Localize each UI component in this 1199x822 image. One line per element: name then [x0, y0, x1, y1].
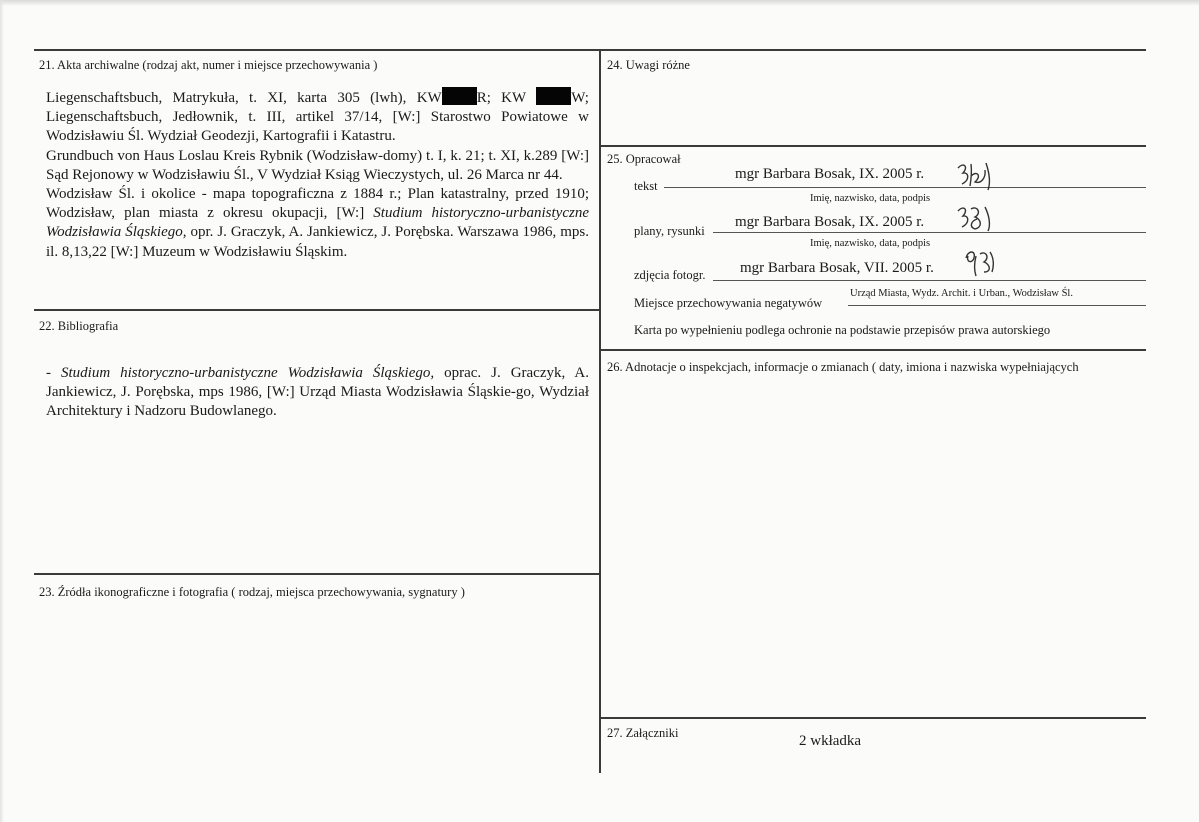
bibliography-title: Studium historyczno-urbanistyczne Wodzisławia Śląskiego,: [60, 365, 435, 381]
rule-24-25: [601, 145, 1146, 147]
archive-p3-title: Studium historyczno-urbanistyczne Wodzisławia Śląskiego,: [46, 205, 589, 241]
photos-label: zdjęcia fotogr.: [634, 268, 706, 282]
archive-p3-text-a: Wodzisław Śl. i okolice - mapa topograficzna z 1884 r.; Plan katastralny, przed 1910; Wodzisław, plan miasta z okresu okupacji, [W:]: [46, 186, 589, 222]
copyright-note: Karta po wypełnieniu podlega ochronie na podstawie przepisów prawa autorskiego: [634, 323, 1051, 337]
archive-p1-text-d: Liegenschaftsbuch, Jedłownik, t. III, artikel 37/14, [W:] Starostwo Powiatowe w Wodzisławiu Śl. Wydział Geodezji, Kartografii i Katastru.: [46, 109, 589, 145]
rule-22-23: [34, 573, 600, 575]
plans-label: plany, rysunki: [634, 224, 705, 238]
top-rule: [34, 49, 1146, 51]
section-26-title: 26. Adnotacje o inspekcjach, informacje o zmianach ( daty, imiona i nazwiska wypełniających: [607, 360, 1079, 374]
bibliography-details: oprac. J. Graczyk, A. Jankiewicz, J. Porębska, mps 1986, [W:] Urząd Miasta Wodzisławia Śląskie-go, Wydział Architektury i Nadzoru Budowlanego.: [46, 365, 589, 420]
signature-text: [955, 160, 997, 192]
archive-p1-text-c: W;: [571, 90, 589, 106]
archive-p3-text-c: opr. J. Graczyk, A. Jankiewicz, J. Porębska. Warszawa 1986, mps. il. 8,13,22 [W:] Muzeum w Wodzisławiu Śląskim.: [46, 224, 589, 260]
bibliography-text: [46, 364, 589, 422]
redaction-box: [536, 87, 571, 105]
archive-paragraph-2: Grundbuch von Haus Loslau Kreis Rybnik (Wodzisław-domy) t. I, k. 21; t. XI, k.289 [W:] Sąd Rejonowy w Wodzisławiu Śl., V Wydział Ksiąg Wieczystych, ul. 26 Marca nr 44.: [46, 147, 589, 183]
negatives-label: Miejsce przechowywania negatywów: [634, 296, 823, 310]
signature-photos: [962, 246, 998, 278]
text-label: tekst: [634, 179, 658, 193]
section-22-title: 22. Bibliografia: [39, 319, 119, 333]
scan-edge-left: [0, 0, 4, 822]
negatives-underline: [848, 305, 1146, 306]
archive-paragraph-3: [46, 185, 589, 262]
section-23-title: 23. Źródła ikonograficzne i fotografia ( rodzaj, miejsca przechowywania, sygnatury ): [39, 585, 465, 599]
rule-25-26: [601, 349, 1146, 351]
text-author-value: mgr Barbara Bosak, IX. 2005 r.: [735, 166, 925, 182]
photos-underline: [713, 280, 1146, 281]
text-caption: Imię, nazwisko, data, podpis: [810, 193, 931, 204]
rule-26-27: [601, 717, 1146, 719]
plans-author-value: mgr Barbara Bosak, IX. 2005 r.: [735, 214, 925, 230]
archive-paragraph-1: [46, 87, 589, 147]
text-underline: [664, 187, 1146, 188]
negatives-value: Urząd Miasta, Wydz. Archit. i Urban., Wodzisław Śl.: [850, 288, 1073, 299]
photos-author-value: mgr Barbara Bosak, VII. 2005 r.: [740, 260, 934, 276]
attachments-value: 2 wkładka: [799, 733, 862, 749]
bibliography-dash: -: [46, 365, 61, 381]
column-divider: [599, 49, 601, 773]
section-27-title: 27. Załączniki: [607, 726, 679, 740]
section-25-title: 25. Opracował: [607, 152, 681, 166]
bibliography-entry: [46, 364, 589, 422]
plans-caption: Imię, nazwisko, data, podpis: [810, 238, 931, 249]
signature-plans: [955, 203, 997, 235]
section-21-body: [46, 87, 589, 262]
rule-21-22: [34, 309, 600, 311]
section-21-title: 21. Akta archiwalne (rodzaj akt, numer i miejsce przechowywania ): [39, 58, 378, 72]
scan-edge-top: [0, 0, 1199, 6]
redaction-box: [442, 87, 477, 105]
plans-underline: [713, 232, 1146, 233]
archive-p1-text-a: Liegenschaftsbuch, Matrykuła, t. XI, karta 305 (lwh), KW: [46, 90, 442, 106]
archive-p1-text-b: R; KW: [476, 90, 537, 106]
section-24-title: 24. Uwagi różne: [607, 58, 690, 72]
